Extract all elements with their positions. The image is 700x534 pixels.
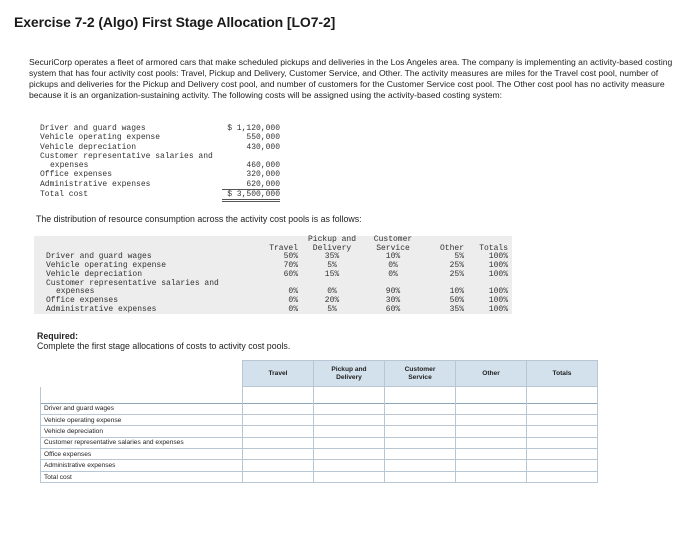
- answer-row: [41, 437, 598, 448]
- answer-row: [41, 471, 598, 482]
- cost-table: [40, 124, 280, 202]
- answer-spacer-row: [41, 387, 598, 404]
- answer-input-customer[interactable]: [385, 403, 456, 414]
- answer-input-pickup[interactable]: [314, 449, 385, 460]
- distribution-cell-pickup: 35%: [324, 252, 340, 262]
- cost-amount: [222, 152, 280, 161]
- answer-input-other[interactable]: [456, 414, 527, 425]
- distribution-cell-other: 5%: [454, 252, 464, 262]
- cost-label: Administrative expenses: [40, 179, 151, 189]
- distribution-cell-pickup: 5%: [327, 304, 337, 314]
- distribution-cell-pickup: 0%: [327, 287, 337, 297]
- distribution-cell-totals: 100%: [488, 295, 508, 305]
- answer-input-customer[interactable]: [385, 460, 456, 471]
- cost-row: [40, 161, 280, 170]
- distribution-cell-customer: 30%: [385, 295, 401, 305]
- answer-input-travel[interactable]: [243, 437, 314, 448]
- cost-row: [40, 180, 280, 190]
- distribution-label: Vehicle operating expense: [46, 261, 167, 271]
- distribution-row: [34, 306, 512, 315]
- cost-amount: 430,000: [246, 142, 280, 152]
- answer-input-other[interactable]: [456, 460, 527, 471]
- intro-paragraph: SecuriCorp operates a fleet of armored cars that make scheduled pickups and deliveries in the Los Angeles area. The company is implementing an activity-based costing system that has four activity cost pools: Travel, Pickup and Delivery, Customer Service, and Other. The activity measures are miles for the Travel cost pool, number of pickups and deliveries for the Pickup and Delivery cost pool, and number of customers for the Customer Service cost pool. The Other cost pool has no activity measure because it is an organization-sustaining activity. The following costs will be assigned using the activity-based costing system:: [29, 57, 673, 100]
- answer-input-pickup[interactable]: [314, 437, 385, 448]
- distribution-cell-travel: 50%: [283, 252, 298, 262]
- answer-input-travel[interactable]: [243, 471, 314, 482]
- distribution-cell-travel: 0%: [288, 287, 298, 297]
- distribution-cell-totals: 100%: [488, 252, 508, 262]
- answer-input-pickup[interactable]: [314, 403, 385, 414]
- distribution-label: expenses: [56, 287, 95, 297]
- answer-input-totals[interactable]: [527, 437, 598, 448]
- answer-input-travel[interactable]: [243, 449, 314, 460]
- cost-amount: 550,000: [246, 133, 280, 143]
- answer-input-other[interactable]: [456, 403, 527, 414]
- cost-label: expenses: [50, 161, 89, 171]
- answer-input-totals[interactable]: [527, 471, 598, 482]
- cost-row: [40, 124, 280, 133]
- cost-amount: $ 1,120,000: [227, 124, 280, 133]
- answer-input-customer[interactable]: [385, 437, 456, 448]
- cost-label: Vehicle depreciation: [40, 142, 137, 152]
- dist-header-blank: [34, 236, 254, 253]
- answer-input-pickup[interactable]: [314, 414, 385, 425]
- answer-input-customer[interactable]: [385, 471, 456, 482]
- answer-row-label: Driver and guard wages: [41, 403, 243, 414]
- answer-input-pickup[interactable]: [314, 460, 385, 471]
- answer-input-pickup[interactable]: [314, 471, 385, 482]
- distribution-cell-other: 35%: [449, 304, 464, 314]
- answer-input-other[interactable]: [456, 426, 527, 437]
- answer-row: [41, 460, 598, 471]
- answer-input-customer[interactable]: [385, 414, 456, 425]
- dist-header-customer: Customer Service: [373, 235, 413, 253]
- answer-header-blank: [41, 361, 243, 387]
- cost-label: Office expenses: [40, 170, 113, 180]
- answer-spacer-cell: [243, 387, 314, 404]
- distribution-cell-travel: 0%: [288, 304, 298, 314]
- distribution-cell-travel: 70%: [283, 261, 298, 271]
- answer-input-travel[interactable]: [243, 426, 314, 437]
- cost-row: [40, 143, 280, 152]
- cost-amount: 460,000: [246, 161, 280, 171]
- answer-input-travel[interactable]: [243, 460, 314, 471]
- cost-label: Vehicle operating expense: [40, 133, 161, 143]
- distribution-cell-customer: 0%: [388, 269, 398, 279]
- distribution-cell-other: 25%: [449, 269, 464, 279]
- answer-spacer-cell: [314, 387, 385, 404]
- answer-header-totals: Totals: [527, 361, 598, 387]
- cost-amount: 320,000: [246, 170, 280, 180]
- cost-total-amount: $ 3,500,000: [222, 190, 280, 201]
- distribution-cell-pickup: 20%: [324, 295, 340, 305]
- distribution-text: The distribution of resource consumption across the activity cost pools is as follows:: [36, 214, 362, 224]
- answer-spacer-cell: [456, 387, 527, 404]
- answer-header-travel: Travel: [243, 361, 314, 387]
- answer-row-label: Vehicle operating expense: [41, 414, 243, 425]
- distribution-table: [34, 236, 512, 314]
- distribution-cell-totals: 100%: [488, 287, 508, 297]
- answer-row: [41, 449, 598, 460]
- distribution-cell-totals: 100%: [488, 269, 508, 279]
- distribution-cell-customer: 10%: [385, 252, 401, 262]
- answer-input-travel[interactable]: [243, 414, 314, 425]
- dist-header-totals: Totals: [479, 243, 508, 253]
- answer-input-totals[interactable]: [527, 460, 598, 471]
- exercise-title: Exercise 7-2 (Algo) First Stage Allocation [LO7-2]: [14, 14, 336, 30]
- cost-row: [40, 152, 280, 161]
- distribution-label: Vehicle depreciation: [46, 269, 143, 279]
- answer-row-label: Office expenses: [41, 449, 243, 460]
- answer-input-other[interactable]: [456, 449, 527, 460]
- distribution-label: Customer representative salaries and: [46, 278, 219, 288]
- distribution-cell-customer: 90%: [385, 287, 401, 297]
- answer-input-travel[interactable]: [243, 403, 314, 414]
- distribution-cell-other: 10%: [449, 287, 464, 297]
- answer-input-other[interactable]: [456, 471, 527, 482]
- cost-total-row: [40, 190, 280, 201]
- distribution-cell-other: 25%: [449, 261, 464, 271]
- answer-row-label: Customer representative salaries and expenses: [41, 437, 243, 448]
- cost-total-label: Total cost: [40, 189, 89, 199]
- answer-spacer-cell: [385, 387, 456, 404]
- instruction-text: Complete the first stage allocations of costs to activity cost pools.: [37, 341, 291, 351]
- answer-row-label: Vehicle depreciation: [41, 426, 243, 437]
- answer-header-customer: Customer Service: [385, 361, 456, 387]
- distribution-cell-pickup: 15%: [324, 269, 340, 279]
- answer-row: [41, 414, 598, 425]
- distribution-label: Office expenses: [46, 295, 119, 305]
- cost-label: Customer representative salaries and: [40, 151, 213, 161]
- distribution-cell-other: 50%: [449, 295, 464, 305]
- answer-input-customer[interactable]: [385, 426, 456, 437]
- answer-spacer-cell: [41, 387, 243, 404]
- cost-label: Driver and guard wages: [40, 124, 146, 133]
- answer-input-customer[interactable]: [385, 449, 456, 460]
- required-label: Required:: [37, 331, 79, 341]
- dist-header-pickup: Pickup and Delivery: [307, 235, 356, 253]
- answer-input-pickup[interactable]: [314, 426, 385, 437]
- answer-input-totals[interactable]: [527, 403, 598, 414]
- answer-input-totals[interactable]: [527, 426, 598, 437]
- answer-header-pickup: Pickup and Delivery: [314, 361, 385, 387]
- distribution-row: [34, 280, 512, 289]
- answer-input-other[interactable]: [456, 437, 527, 448]
- distribution-cell-totals: 100%: [488, 304, 508, 314]
- cost-amount: 620,000: [246, 179, 280, 189]
- answer-header-other: Other: [456, 361, 527, 387]
- cost-row: [40, 133, 280, 142]
- cost-row: [40, 170, 280, 179]
- distribution-cell-customer: 0%: [388, 261, 398, 271]
- answer-input-totals[interactable]: [527, 414, 598, 425]
- answer-table: [40, 360, 598, 483]
- answer-row: [41, 426, 598, 437]
- distribution-cell-totals: 100%: [488, 261, 508, 271]
- distribution-cell-pickup: 5%: [327, 261, 337, 271]
- answer-row-label: Administrative expenses: [41, 460, 243, 471]
- answer-row: [41, 403, 598, 414]
- answer-input-totals[interactable]: [527, 449, 598, 460]
- answer-row-label: Total cost: [41, 471, 243, 482]
- distribution-cell-customer: 60%: [385, 304, 401, 314]
- dist-header-travel: Travel: [269, 243, 298, 253]
- distribution-label: Driver and guard wages: [46, 252, 152, 262]
- distribution-cell-travel: 60%: [283, 269, 298, 279]
- dist-header-other: Other: [439, 243, 464, 253]
- answer-spacer-cell: [527, 387, 598, 404]
- distribution-label: Administrative expenses: [46, 304, 157, 314]
- distribution-cell-travel: 0%: [288, 295, 298, 305]
